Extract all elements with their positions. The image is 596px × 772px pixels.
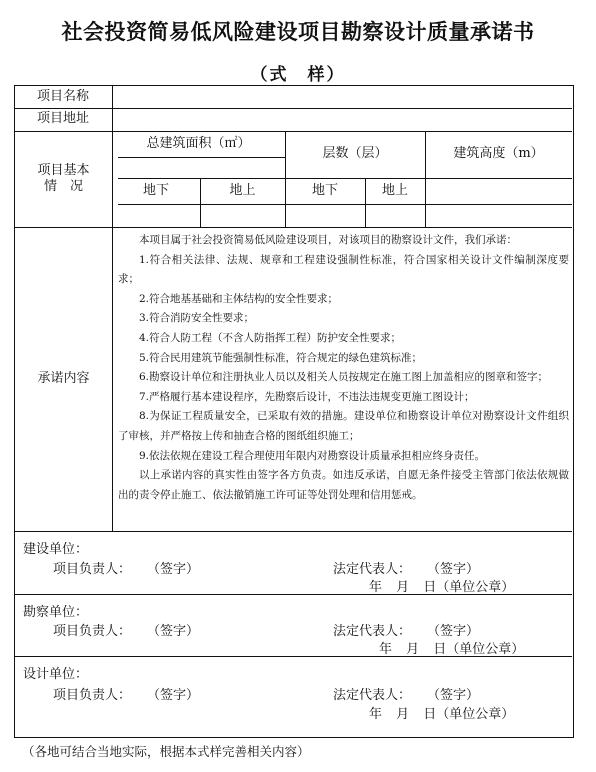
sign-placeholder: （签字） [427,562,480,577]
area-below-label: 地下 [142,182,169,198]
leader-label: 项目负责人： [53,562,132,577]
design-date-seal: 年 月 日（单位公章） [369,707,515,722]
commitment-item: 8.为保证工程质量安全，已采取有效的措施。建设单位和勘察设计单位对勘察设计文件组织了审核，并严格按上传和抽查合格的图纸组织施工； [118,410,569,442]
sign-placeholder: （签字） [147,688,200,703]
sign-placeholder: （签字） [147,562,200,577]
construction-legal-signature[interactable] [333,558,479,577]
commitment-label: 承诺内容 [37,370,90,386]
design-unit-label: 设计单位： [23,667,89,682]
design-legal-signature[interactable] [333,684,479,703]
construction-date-seal: 年 月 日（单位公章） [369,580,515,595]
floors-label: 层数（层） [322,146,388,162]
commitment-form [14,85,574,738]
commitment-item: 2.符合地基基础和主体结构的安全性要求； [139,292,339,305]
leader-label: 项目负责人： [53,624,132,639]
sign-placeholder: （签字） [147,624,200,639]
construction-unit-label: 建设单位： [23,542,89,557]
document-title: 社会投资简易低风险建设项目勘察设计质量承诺书 [61,20,535,44]
total-area-label: 总建筑面积（㎡） [146,135,251,151]
leader-label: 项目负责人： [53,688,132,703]
commitment-item: 5.符合民用建筑节能强制性标准，符合规定的绿色建筑标准； [139,351,423,364]
survey-leader-signature[interactable] [53,620,199,639]
commitment-item: 1.符合相关法律、法规、规章和工程建设强制性标准，符合国家相关设计文件编制深度要求； [118,253,569,286]
commitment-item: 9.依法依规在建设工程合理使用年限内对勘察设计质量承担相应终身责任。 [139,449,486,462]
project-name-label: 项目名称 [37,88,90,104]
commitment-item: 4.符合人防工程（不含人防指挥工程）防护安全性要求； [139,331,402,344]
project-basic-label: 项目基本 情 况 [37,162,90,194]
commitment-closing: 以上承诺内容的真实性由签字各方负责。如违反承诺，自愿无条件接受主管部门依法依规做出的责令停止施工、依法撤销施工许可证等处罚处理和信用惩戒。 [118,469,569,501]
survey-legal-signature[interactable] [333,620,479,639]
commitment-intro: 本项目属于社会投资简易低风险建设项目，对该项目的勘察设计文件，我们承诺： [139,234,517,246]
survey-unit-label: 勘察单位： [23,605,89,620]
commitment-content [118,231,569,531]
design-leader-signature[interactable] [53,684,199,703]
document-subtitle: （式 样） [250,65,346,85]
height-label: 建筑高度（m） [453,146,544,162]
commitment-item: 3.符合消防安全性要求； [139,312,255,325]
commitment-item: 7.严格履行基本建设程序，先勘察后设计，不违法违规变更施工图设计； [139,390,475,403]
area-above-label: 地上 [229,182,256,198]
construction-leader-signature[interactable] [53,558,199,577]
legal-rep-label: 法定代表人： [333,688,412,703]
footnote: （各地可结合当地实际，根据本式样完善相关内容） [22,744,310,759]
legal-rep-label: 法定代表人： [333,624,412,639]
legal-rep-label: 法定代表人： [333,562,412,577]
sign-placeholder: （签字） [427,688,480,703]
sign-placeholder: （签字） [427,624,480,639]
project-name-value[interactable] [112,86,572,108]
project-address-label: 项目地址 [37,111,90,127]
floors-above-label: 地上 [381,182,408,198]
floors-below-label: 地下 [311,182,338,198]
commitment-item: 6.勘察设计单位和注册执业人员以及相关人员按规定在施工图上加盖相应的图章和签字； [139,371,549,384]
project-address-value[interactable] [112,108,572,131]
survey-date-seal: 年 月 日（单位公章） [379,642,525,657]
